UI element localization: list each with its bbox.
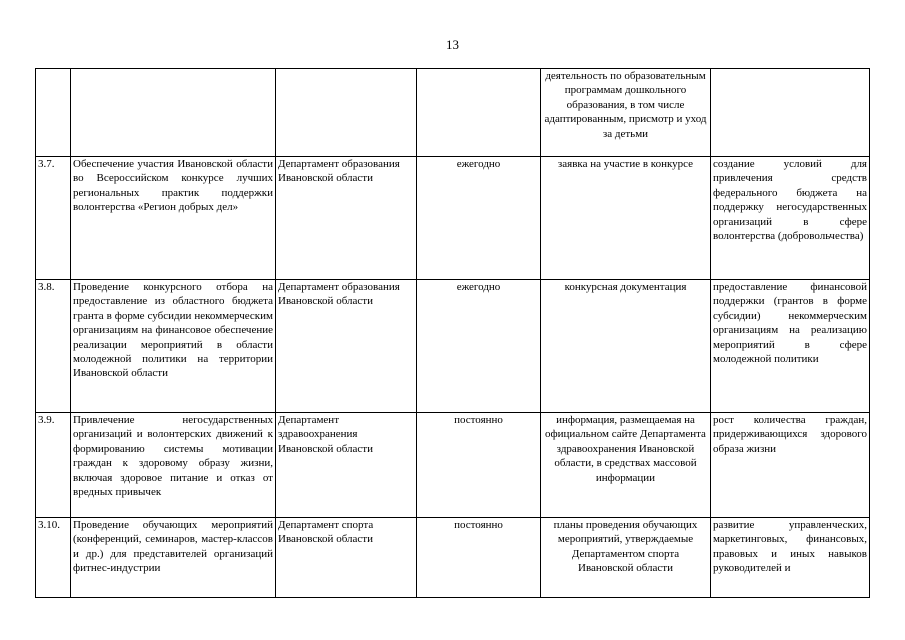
cell-document: деятельность по образовательным программам дошкольного образования, в том числе адаптированным, присмотр и уход за детьми bbox=[541, 69, 711, 157]
cell-number: 3.10. bbox=[36, 518, 71, 598]
table-row bbox=[36, 518, 870, 598]
cell-executor: Департамент образования Ивановской области bbox=[276, 157, 417, 280]
cell-term: постоянно bbox=[417, 413, 541, 518]
cell-number: 3.8. bbox=[36, 280, 71, 413]
table-row bbox=[36, 157, 870, 280]
cell-activity: Обеспечение участия Ивановской области во Всероссийском конкурсе лучших региональных практик поддержки волонтерства «Регион добрых дел» bbox=[71, 157, 276, 280]
cell-document: конкурсная документация bbox=[541, 280, 711, 413]
cell-document: заявка на участие в конкурсе bbox=[541, 157, 711, 280]
cell-result: предоставление финансовой поддержки (грантов в форме субсидии) некоммерческим организациям на реализацию мероприятий в сфере молодежной политики bbox=[711, 280, 870, 413]
cell-term: ежегодно bbox=[417, 280, 541, 413]
cell-result: создание условий для привлечения средств федерального бюджета на поддержку негосударственных организаций в сфере волонтерства (добровольчества) bbox=[711, 157, 870, 280]
cell-result: рост количества граждан, придерживающихся здорового образа жизни bbox=[711, 413, 870, 518]
cell-term: ежегодно bbox=[417, 157, 541, 280]
cell-number: 3.9. bbox=[36, 413, 71, 518]
cell-activity bbox=[71, 69, 276, 157]
page-number: 13 bbox=[446, 37, 459, 52]
cell-number bbox=[36, 69, 71, 157]
cell-executor bbox=[276, 69, 417, 157]
cell-activity: Привлечение негосударственных организаций и волонтерских движений к формированию системы мотивации граждан к здоровому образу жизни, включая здоровое питание и отказ от вредных привычек bbox=[71, 413, 276, 518]
cell-activity: Проведение конкурсного отбора на предоставление из областного бюджета гранта в форме субсидии некоммерческим организациям на финансовое обеспечение реализации мероприятий в области молодежной политики на территории Ивановской области bbox=[71, 280, 276, 413]
cell-executor: Департамент образования Ивановской области bbox=[276, 280, 417, 413]
activities-table bbox=[35, 68, 870, 598]
cell-number: 3.7. bbox=[36, 157, 71, 280]
table-row bbox=[36, 280, 870, 413]
cell-term: постоянно bbox=[417, 518, 541, 598]
cell-activity: Проведение обучающих мероприятий (конференций, семинаров, мастер-классов и др.) для представителей организаций фитнес-индустрии bbox=[71, 518, 276, 598]
cell-term bbox=[417, 69, 541, 157]
table-row bbox=[36, 413, 870, 518]
cell-result bbox=[711, 69, 870, 157]
cell-document: планы проведения обучающих мероприятий, утверждаемые Департаментом спорта Ивановской области bbox=[541, 518, 711, 598]
table-row bbox=[36, 69, 870, 157]
cell-executor: Департамент здравоохранения Ивановской области bbox=[276, 413, 417, 518]
cell-document: информация, размещаемая на официальном сайте Департамента здравоохранения Ивановской области, в средствах массовой информации bbox=[541, 413, 711, 518]
cell-result: развитие управленческих, маркетинговых, финансовых, правовых и иных навыков руководителей и bbox=[711, 518, 870, 598]
cell-executor: Департамент спорта Ивановской области bbox=[276, 518, 417, 598]
